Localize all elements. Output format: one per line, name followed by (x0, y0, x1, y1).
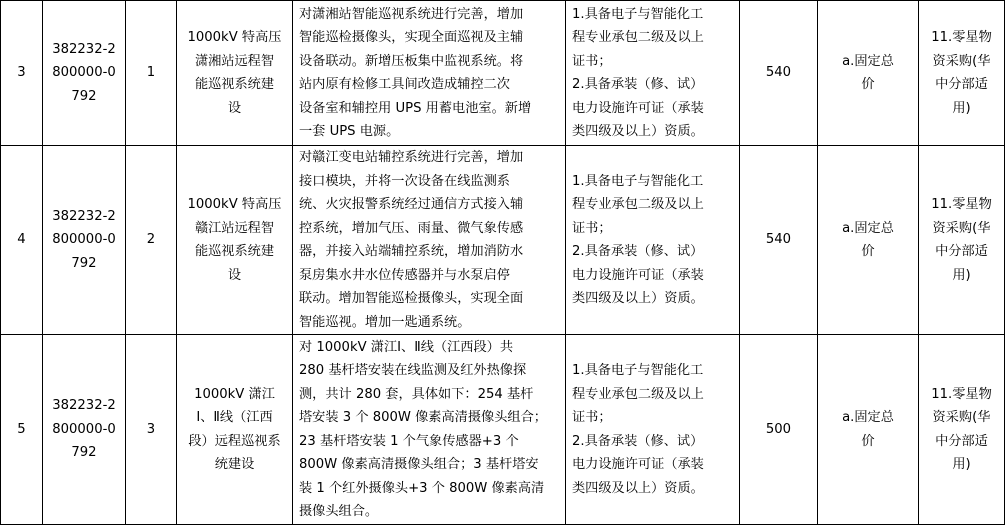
cell-line: 证书； (572, 410, 612, 425)
cell-line: 摄像头组合。 (299, 504, 379, 519)
procurement-method-cell (919, 146, 1005, 335)
price-type-cell (818, 146, 919, 335)
cell-line: 设 (227, 100, 242, 116)
cell-line: 赣江站远程智 (194, 220, 275, 236)
cell-line: 792 (71, 445, 97, 461)
cell-line: 800000-0 (52, 65, 116, 81)
cell-line: 潇湘站远程智 (194, 53, 275, 69)
cell-line: 对赣江变电站辅控系统进行完善，增加 (299, 150, 524, 165)
cell-line: 段）远程巡视系 (188, 433, 281, 449)
amount-cell: 500 (740, 335, 818, 525)
cell-line: 用) (952, 100, 971, 116)
package-cell: 2 (126, 146, 177, 335)
cell-line: 装 1 个红外摄像头+3 个 800W 像素高清 (299, 480, 545, 496)
cell-line: 1.具备电子与智能化工 (572, 6, 704, 22)
cell-line: 价 (861, 77, 875, 92)
cell-line: 统建设 (214, 457, 255, 472)
cell-line: 800W 像素高清摄像头组合；3 基杆塔安 (299, 457, 539, 472)
cell-line: 价 (861, 433, 875, 449)
code-cell (43, 146, 126, 335)
cell-line: 类四级及以上）资质。 (572, 124, 704, 139)
cell-line: a.固定总 (842, 410, 894, 425)
code-cell (43, 1, 126, 146)
cell-line: 1000kV 特高压 (187, 197, 282, 212)
qualification-cell (566, 335, 740, 525)
cell-line: 23 基杆塔安装 1 个气象传感器+3 个 (299, 433, 519, 449)
cell-line: 2.具备承装（修、试） (572, 77, 704, 92)
cell-line: 对潇湘站智能巡视系统进行完善，增加 (299, 6, 524, 22)
cell-line: 用) (952, 267, 971, 283)
cell-line: 280 基杆塔安装在线监测及红外热像探 (299, 363, 527, 378)
content-cell (293, 335, 566, 525)
procurement-method-cell (919, 335, 1005, 525)
cell-line: 站内原有检修工具间改造成辅控二次 (299, 77, 510, 92)
cell-line: 中分部适 (935, 77, 988, 92)
code-cell (43, 335, 126, 525)
cell-line: 塔安装 3 个 800W 像素高清摄像头组合； (299, 410, 547, 425)
cell-line: 一套 UPS 电源。 (299, 124, 400, 139)
cell-line: 中分部适 (935, 433, 988, 449)
cell-line: 800000-0 (52, 421, 116, 437)
cell-line: 用) (952, 457, 971, 472)
cell-line: 资采购(华 (932, 410, 991, 425)
cell-line: 智能巡检摄像头，实现全面巡视及主辅 (299, 30, 524, 45)
cell-line: 电力设施许可证（承装 (572, 100, 704, 116)
project-name-cell (177, 146, 293, 335)
cell-line: 类四级及以上）资质。 (572, 480, 704, 496)
cell-line: 792 (71, 255, 97, 271)
cell-line: 设备室和辅控用 UPS 用蓄电池室。新增 (299, 100, 532, 116)
cell-line: 能巡视系统建 (194, 77, 275, 92)
seq-cell: 5 (1, 335, 43, 525)
cell-line: 382232-2 (52, 398, 116, 414)
cell-line: 泵房集水井水位传感器并与水泵启停 (299, 267, 510, 283)
table-row (1, 146, 1005, 335)
cell-line: 联动。增加智能巡检摄像头，实现全面 (299, 291, 524, 306)
qualification-cell (566, 1, 740, 146)
cell-line: 控系统，增加气压、雨量、微气象传感 (299, 220, 524, 236)
cell-line: 资采购(华 (932, 53, 991, 69)
cell-line: a.固定总 (842, 53, 894, 69)
project-name-cell (177, 335, 293, 525)
package-cell: 3 (126, 335, 177, 525)
cell-line: 测，共计 280 套，具体如下：254 基杆 (299, 386, 534, 402)
cell-line: 程专业承包二级及以上 (572, 30, 704, 45)
procurement-method-cell (919, 1, 1005, 146)
cell-line: 接口模块，并将一次设备在线监测系 (299, 173, 510, 189)
cell-line: 电力设施许可证（承装 (572, 267, 704, 283)
cell-line: 800000-0 (52, 232, 116, 248)
cell-line: 中分部适 (935, 244, 988, 259)
cell-line: 统、火灾报警系统经过通信方式接入辅 (299, 197, 524, 212)
cell-line: 证书； (572, 53, 612, 69)
price-type-cell (818, 335, 919, 525)
cell-line: 对 1000kV 潇江Ⅰ、Ⅱ线（江西段）共 (299, 339, 514, 355)
cell-line: 2.具备承装（修、试） (572, 433, 704, 449)
cell-line: 1.具备电子与智能化工 (572, 363, 704, 378)
cell-line: 电力设施许可证（承装 (572, 457, 704, 472)
package-cell: 1 (126, 1, 177, 146)
cell-line: 设备联动。新增压板集中监视系统。将 (299, 53, 524, 69)
table-row (1, 1, 1005, 146)
project-name-cell (177, 1, 293, 146)
price-type-cell (818, 1, 919, 146)
cell-line: 能巡视系统建 (194, 244, 275, 259)
cell-line: 资采购(华 (932, 220, 991, 236)
content-cell (293, 146, 566, 335)
table-row (1, 335, 1005, 525)
seq-cell: 3 (1, 1, 43, 146)
qualification-cell (566, 146, 740, 335)
cell-line: 设 (227, 267, 242, 283)
cell-line: a.固定总 (842, 220, 894, 236)
cell-line: 792 (71, 88, 97, 104)
cell-line: 智能巡视。增加一匙通系统。 (299, 314, 471, 330)
cell-line: 1000kV 潇江 (194, 386, 275, 402)
cell-line: 11.零星物 (931, 30, 992, 45)
cell-line: 价 (861, 244, 875, 259)
seq-cell: 4 (1, 146, 43, 335)
cell-line: 2.具备承装（修、试） (572, 244, 704, 259)
cell-line: Ⅰ、Ⅱ线（江西 (196, 410, 273, 425)
content-cell (293, 1, 566, 146)
cell-line: 1.具备电子与智能化工 (572, 173, 704, 189)
cell-line: 器，并接入站端辅控系统，增加消防水 (299, 244, 524, 259)
cell-line: 382232-2 (52, 208, 116, 224)
amount-cell: 540 (740, 146, 818, 335)
amount-cell: 540 (740, 1, 818, 146)
cell-line: 程专业承包二级及以上 (572, 386, 704, 402)
cell-line: 382232-2 (52, 41, 116, 57)
cell-line: 11.零星物 (931, 386, 992, 402)
cell-line: 11.零星物 (931, 197, 992, 212)
cell-line: 类四级及以上）资质。 (572, 291, 704, 306)
cell-line: 程专业承包二级及以上 (572, 197, 704, 212)
cell-line: 证书； (572, 220, 612, 236)
cell-line: 1000kV 特高压 (187, 30, 282, 45)
